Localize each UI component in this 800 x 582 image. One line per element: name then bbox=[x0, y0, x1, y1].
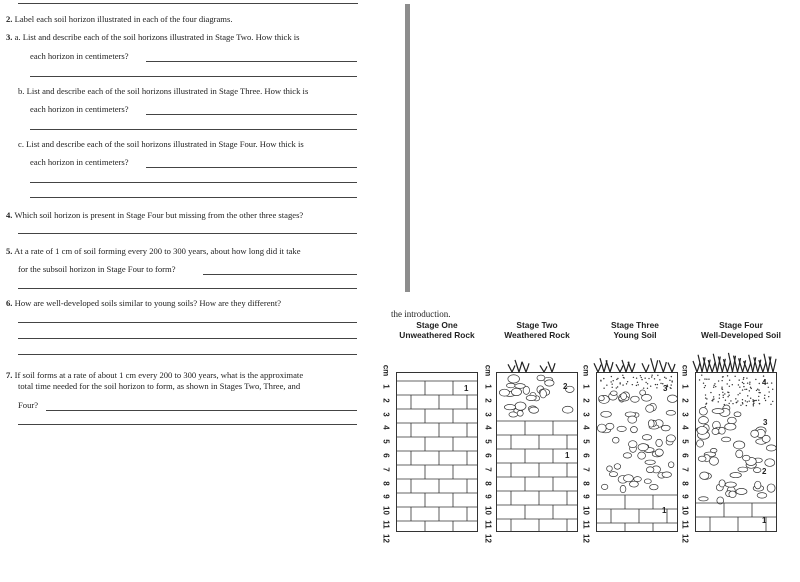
scale-tick: 7 bbox=[680, 467, 690, 472]
scale-tick: 3 bbox=[483, 411, 493, 417]
depth-scale-1 bbox=[379, 364, 393, 543]
answer-line[interactable] bbox=[18, 424, 357, 425]
horizon-label: 4 bbox=[762, 378, 767, 387]
question-7-line1: If soil forms at a rate of about 1 cm every 200 to 300 years, what is the approximate bbox=[14, 370, 304, 380]
answer-line[interactable] bbox=[30, 76, 357, 77]
scale-tick: 3 bbox=[381, 411, 391, 417]
scale-tick: 3 bbox=[581, 411, 591, 417]
scale-tick: 6 bbox=[381, 453, 391, 458]
scale-unit: cm bbox=[381, 364, 391, 377]
question-2-text: Label each soil horizon illustrated in each of the four diagrams. bbox=[14, 14, 233, 24]
question-3c-line1: c. List and describe each of the soil horizons illustrated in Stage Four. How thick is bbox=[18, 139, 304, 149]
horizon-label: 1 bbox=[762, 516, 767, 525]
scale-tick: 10 bbox=[680, 506, 690, 516]
scale-tick: 2 bbox=[680, 398, 690, 403]
scale-tick: 4 bbox=[483, 425, 493, 431]
question-5: 5. At a rate of 1 cm of soil forming every 200 to 300 years, about how long did it take bbox=[6, 246, 301, 256]
scale-tick: 6 bbox=[483, 453, 493, 458]
depth-scale-4 bbox=[678, 364, 692, 543]
stage-1-title: Stage One Unweathered Rock bbox=[399, 320, 475, 340]
question-3a-line1: a. List and describe each of the soil horizons illustrated in Stage Two. How thick is bbox=[14, 32, 300, 42]
scale-tick: 1 bbox=[483, 384, 493, 389]
scale-tick: 7 bbox=[381, 467, 391, 472]
page-divider bbox=[405, 4, 410, 292]
stage-4-title: Stage Four Well-Developed Soil bbox=[701, 320, 781, 340]
scale-tick: 12 bbox=[381, 533, 391, 543]
scale-tick: 6 bbox=[581, 453, 591, 458]
scale-tick: 1 bbox=[381, 384, 391, 389]
question-6: 6. How are well-developed soils similar to young soils? How are they different? bbox=[6, 298, 282, 308]
scale-unit: cm bbox=[680, 364, 690, 377]
stage-3-title: Stage Three Young Soil bbox=[611, 320, 659, 340]
question-3c-line2: each horizon in centimeters? bbox=[30, 157, 129, 167]
scale-tick: 5 bbox=[581, 439, 591, 444]
unweathered-rock-bricks bbox=[397, 373, 477, 531]
well-developed-soil-drawing bbox=[696, 373, 776, 531]
scale-tick: 12 bbox=[680, 533, 690, 543]
scale-tick: 9 bbox=[581, 494, 591, 500]
scale-unit: cm bbox=[483, 364, 493, 377]
scale-tick: 10 bbox=[381, 506, 391, 516]
scale-tick: 4 bbox=[680, 425, 690, 431]
answer-line[interactable] bbox=[30, 129, 357, 130]
question-5-line1: At a rate of 1 cm of soil forming every 200 to 300 years, about how long did it take bbox=[14, 246, 301, 256]
scale-tick: 7 bbox=[483, 467, 493, 472]
question-7-line3: Four? bbox=[18, 400, 39, 410]
soil-column-stage-4 bbox=[695, 372, 777, 532]
scale-tick: 3 bbox=[680, 411, 690, 417]
scale-tick: 8 bbox=[581, 480, 591, 486]
answer-line[interactable] bbox=[18, 322, 357, 323]
scale-tick: 9 bbox=[483, 494, 493, 500]
answer-line[interactable] bbox=[146, 61, 357, 62]
depth-scale-3 bbox=[579, 364, 593, 543]
question-5-line2: for the subsoil horizon in Stage Four to form? bbox=[18, 264, 176, 274]
scale-tick: 5 bbox=[483, 439, 493, 444]
scale-tick: 11 bbox=[581, 520, 591, 529]
scale-tick: 12 bbox=[581, 533, 591, 543]
answer-line[interactable] bbox=[146, 167, 357, 168]
scale-tick: 10 bbox=[581, 506, 591, 516]
horizon-label: 1 bbox=[662, 506, 667, 515]
scale-tick: 1 bbox=[581, 384, 591, 389]
scale-tick: 2 bbox=[483, 398, 493, 403]
answer-line[interactable] bbox=[46, 410, 357, 411]
scale-tick: 8 bbox=[483, 480, 493, 486]
horizon-label: 3 bbox=[763, 418, 768, 427]
scale-tick: 1 bbox=[680, 384, 690, 389]
question-7-line2: total time needed for the soil horizon to form, as shown in Stages Two, Three, and bbox=[18, 381, 301, 391]
vegetation-grass bbox=[0, 344, 800, 374]
scale-tick: 11 bbox=[680, 520, 690, 529]
answer-line[interactable] bbox=[30, 182, 357, 183]
scale-tick: 8 bbox=[680, 480, 690, 486]
scale-tick: 4 bbox=[581, 425, 591, 431]
answer-line[interactable] bbox=[18, 288, 357, 289]
scale-tick: 7 bbox=[581, 467, 591, 472]
horizon-label: 1 bbox=[464, 384, 469, 393]
horizon-label: 2 bbox=[762, 467, 767, 476]
question-3b-line2: each horizon in centimeters? bbox=[30, 104, 129, 114]
scale-tick: 2 bbox=[381, 398, 391, 403]
question-7: 7. If soil forms at a rate of about 1 cm every 200 to 300 years, what is the approximate bbox=[6, 370, 304, 380]
scale-tick: 4 bbox=[381, 425, 391, 431]
scale-tick: 5 bbox=[381, 439, 391, 444]
horizon-label: 2 bbox=[563, 382, 568, 391]
question-3b-line1: b. List and describe each of the soil horizons illustrated in Stage Three. How thick is bbox=[18, 86, 309, 96]
horizon-label: 3 bbox=[663, 384, 668, 393]
scale-tick: 8 bbox=[381, 480, 391, 486]
scale-tick: 6 bbox=[680, 453, 690, 458]
scale-tick: 9 bbox=[680, 494, 690, 500]
answer-line[interactable] bbox=[203, 274, 357, 275]
question-3a-line2: each horizon in centimeters? bbox=[30, 51, 129, 61]
depth-scale-2 bbox=[481, 364, 495, 543]
scale-tick: 11 bbox=[483, 520, 493, 529]
scale-tick: 9 bbox=[381, 494, 391, 500]
answer-line[interactable] bbox=[18, 233, 357, 234]
scale-tick: 12 bbox=[483, 533, 493, 543]
question-4: 4. Which soil horizon is present in Stage Four but missing from the other three stages? bbox=[6, 210, 304, 220]
scale-tick: 2 bbox=[581, 398, 591, 403]
stage-2-title: Stage Two Weathered Rock bbox=[504, 320, 570, 340]
question-4-text: Which soil horizon is present in Stage Four but missing from the other three stages? bbox=[14, 210, 304, 220]
soil-column-stage-1 bbox=[396, 372, 478, 532]
top-rule bbox=[18, 3, 358, 4]
scale-tick: 10 bbox=[483, 506, 493, 516]
question-6-text: How are well-developed soils similar to young soils? How are they different? bbox=[14, 298, 282, 308]
answer-line[interactable] bbox=[30, 197, 357, 198]
answer-line[interactable] bbox=[18, 338, 357, 339]
answer-line[interactable] bbox=[146, 114, 357, 115]
scale-tick: 5 bbox=[680, 439, 690, 444]
question-2: 2. Label each soil horizon illustrated in each of the four diagrams. bbox=[6, 14, 233, 24]
scale-tick: 11 bbox=[381, 520, 391, 529]
figure-intro: the introduction. bbox=[391, 309, 451, 319]
horizon-label: 1 bbox=[565, 451, 570, 460]
question-3a: 3. a. List and describe each of the soil horizons illustrated in Stage Two. How thick is bbox=[6, 32, 300, 42]
scale-unit: cm bbox=[581, 364, 591, 377]
